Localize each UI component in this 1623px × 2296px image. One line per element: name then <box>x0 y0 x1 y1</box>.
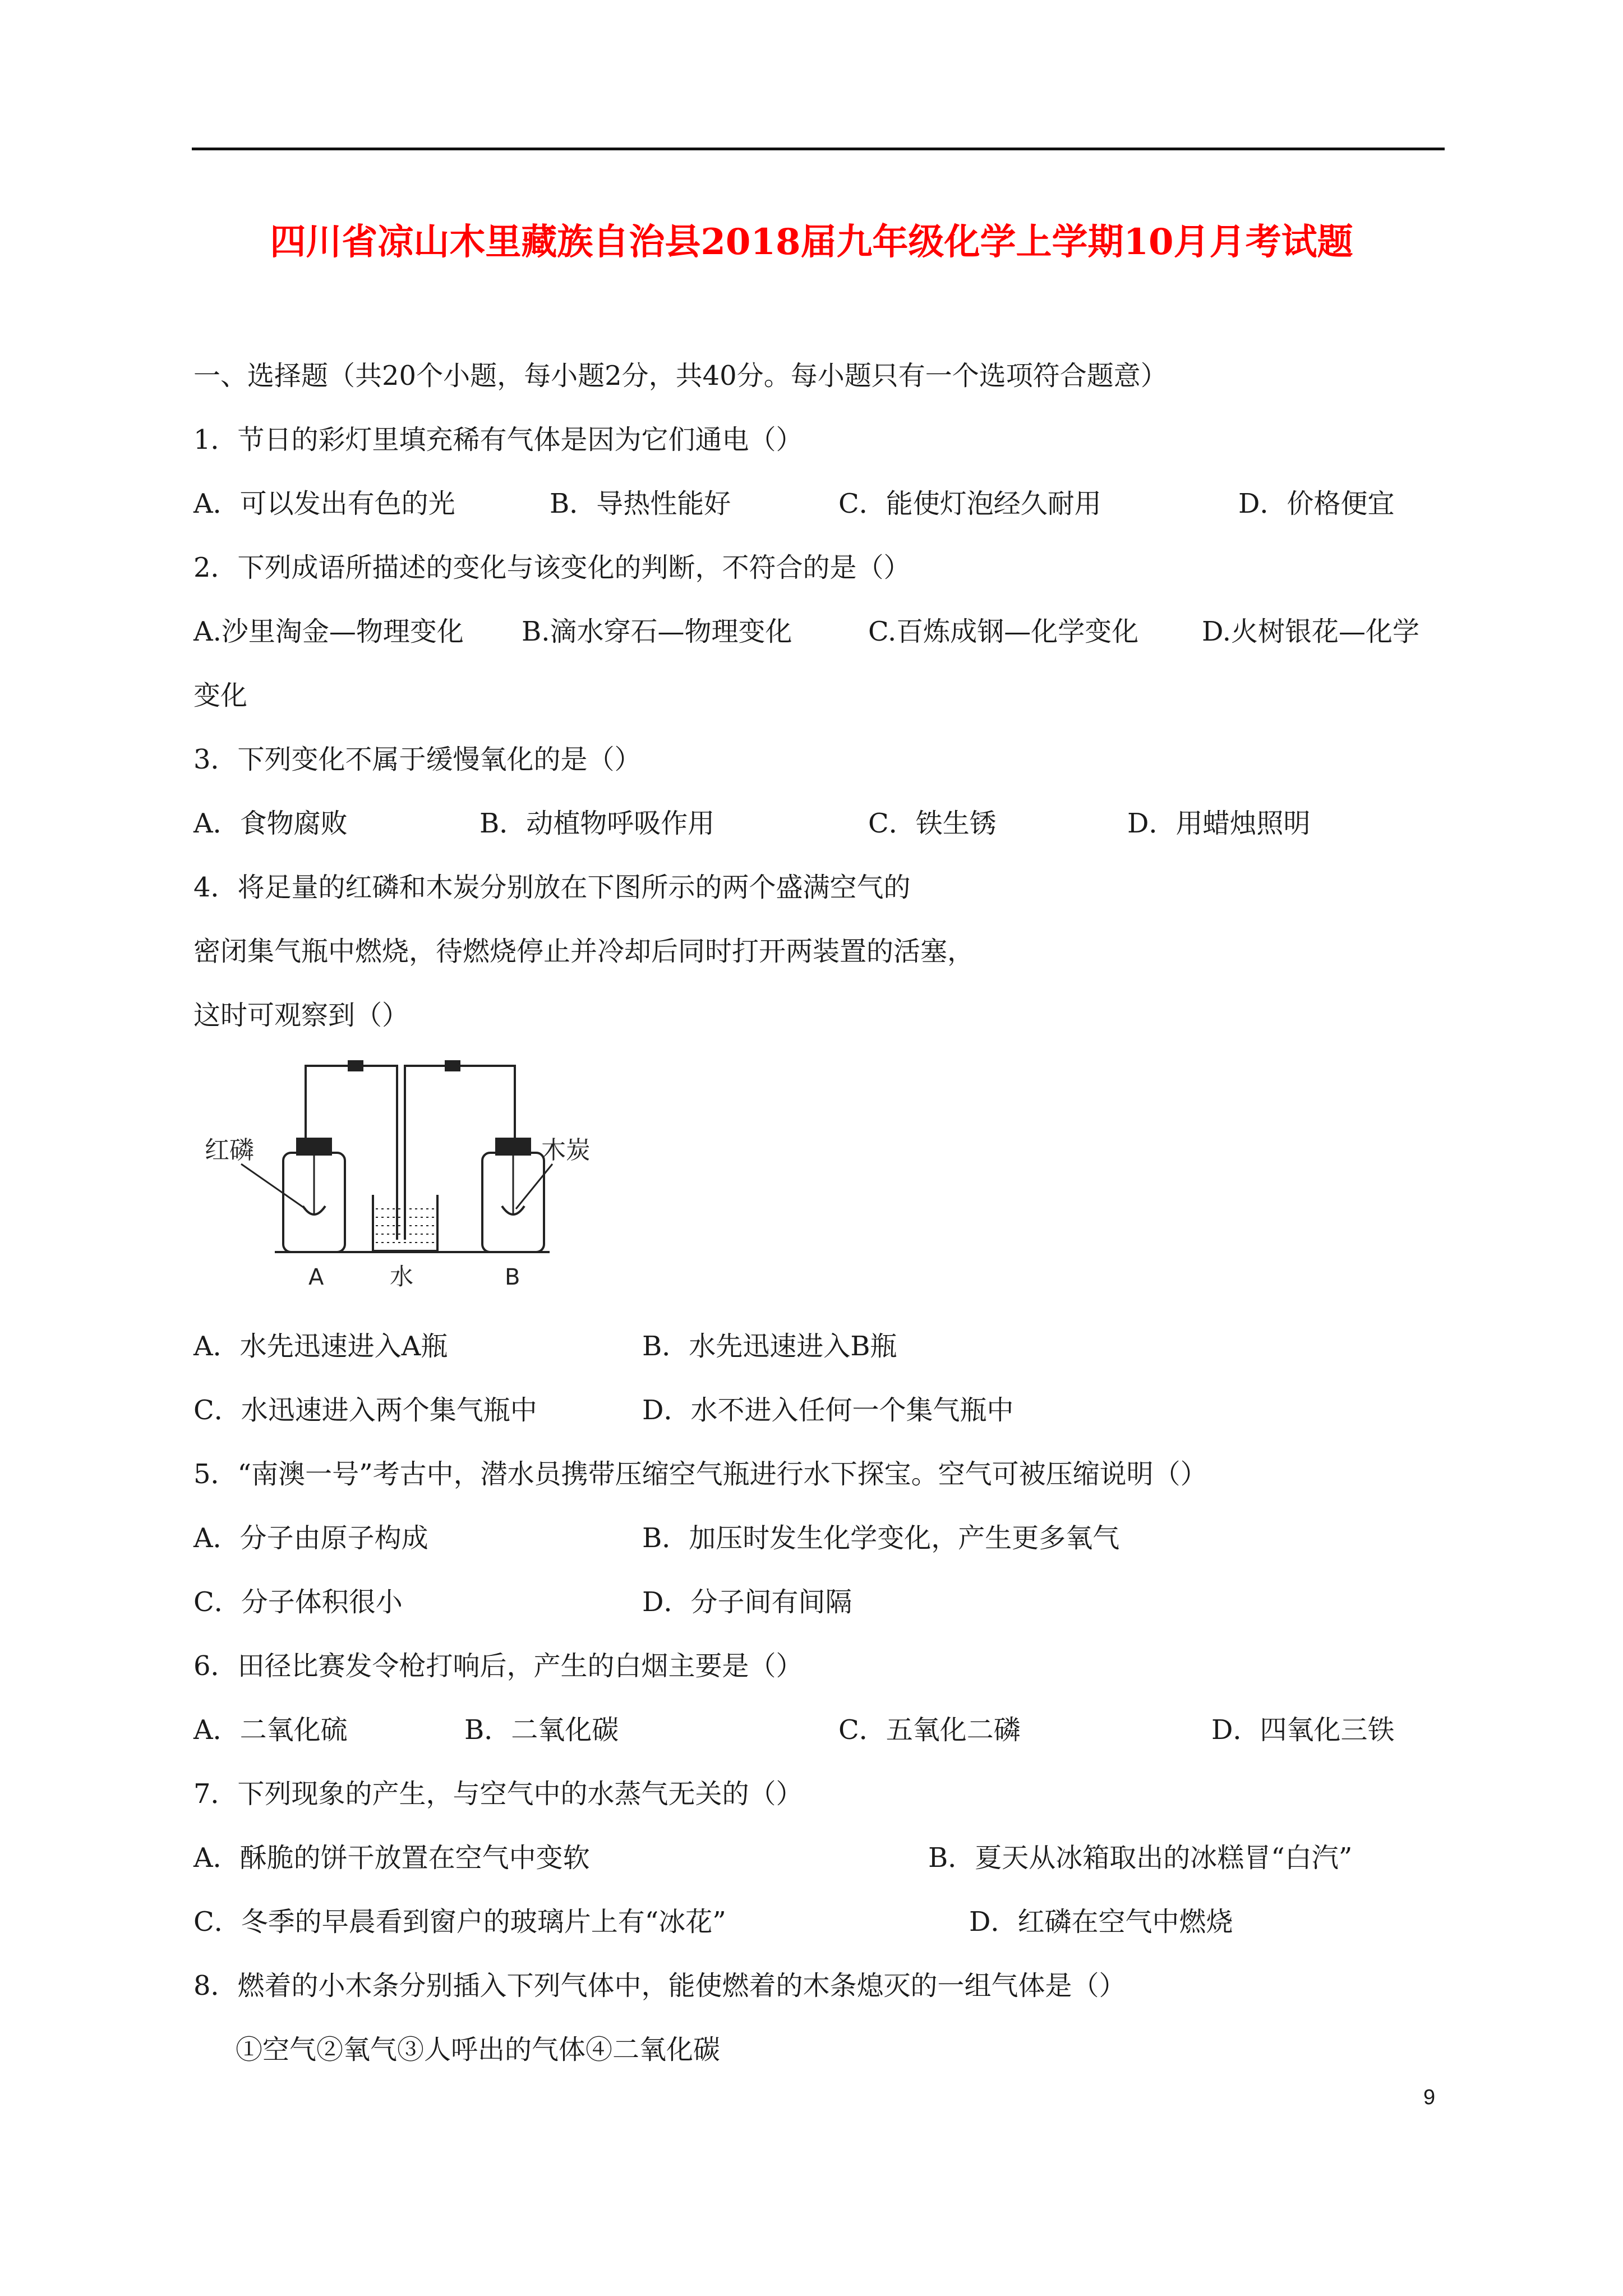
label-b: B <box>505 1264 520 1290</box>
question-5-option-b: B．加压时发生化学变化，产生更多氧气 <box>642 1522 1120 1554</box>
bottle-a-stopper <box>297 1139 331 1154</box>
question-7-option-b: B．夏天从冰箱取出的冰糕冒“白汽” <box>928 1842 1353 1874</box>
page-title: 四川省凉山木里藏族自治县2018届九年级化学上学期10月月考试题 <box>270 221 1353 263</box>
question-7-option-a: A．酥脆的饼干放置在空气中变软 <box>193 1842 590 1874</box>
label-a: A <box>308 1264 324 1290</box>
question-4-option-c: C．水迅速进入两个集气瓶中 <box>193 1395 537 1426</box>
question-4-stem-line-3: 这时可观察到（） <box>193 1000 409 1031</box>
question-1-option-a: A．可以发出有色的光 <box>193 488 455 519</box>
question-1-option-c: C．能使灯泡经久耐用 <box>838 488 1101 519</box>
clamp-a <box>349 1061 362 1070</box>
question-4-stem-line-2: 密闭集气瓶中燃烧，待燃烧停止并冷却后同时打开两装置的活塞， <box>193 936 975 967</box>
question-2-option-d: D.火树银花—化学 <box>1202 616 1420 647</box>
question-1-option-d: D．价格便宜 <box>1238 488 1395 519</box>
question-8-stem: 8．燃着的小木条分别插入下列气体中，能使燃着的木条熄灭的一组气体是（） <box>193 1970 1126 2001</box>
question-2-option-a: A.沙里淘金—物理变化 <box>193 616 464 647</box>
question-5-option-d: D．分子间有间隔 <box>642 1586 852 1618</box>
label-charcoal: 木炭 <box>541 1136 589 1165</box>
question-3-option-b: B．动植物呼吸作用 <box>479 808 715 839</box>
apparatus-diagram <box>202 1055 589 1290</box>
label-water: 水 <box>390 1263 414 1290</box>
pointer-charcoal <box>516 1164 552 1209</box>
question-6-option-a: A．二氧化硫 <box>193 1714 348 1746</box>
question-2-stem: 2．下列成语所描述的变化与该变化的判断，不符合的是（） <box>193 552 911 583</box>
question-1-option-b: B．导热性能好 <box>550 488 731 519</box>
question-7-option-d: D．红磷在空气中燃烧 <box>969 1906 1233 1938</box>
header-rule <box>192 148 1445 150</box>
bottle-b-stopper <box>496 1139 530 1154</box>
question-4-option-d: D．水不进入任何一个集气瓶中 <box>642 1395 1014 1426</box>
question-4-option-b: B．水先迅速进入B瓶 <box>642 1331 897 1362</box>
question-5-stem: 5．“南澳一号”考古中，潜水员携带压缩空气瓶进行水下探宝。空气可被压缩说明（） <box>193 1458 1207 1490</box>
question-6-option-c: C．五氧化二磷 <box>838 1714 1021 1746</box>
question-3-option-a: A．食物腐败 <box>193 808 348 839</box>
question-2-option-c: C.百炼成钢—化学变化 <box>868 616 1139 647</box>
question-3-stem: 3．下列变化不属于缓慢氧化的是（） <box>193 744 642 775</box>
question-5-option-a: A．分子由原子构成 <box>193 1522 428 1554</box>
question-4-stem-line-1: 4．将足量的红磷和木炭分别放在下图所示的两个盛满空气的 <box>193 872 911 903</box>
question-6-option-b: B．二氧化碳 <box>464 1714 619 1746</box>
question-8-items: ①空气②氧气③人呼出的气体④二氧化碳 <box>236 2034 721 2065</box>
question-6-stem: 6．田径比赛发令枪打响后，产生的白烟主要是（） <box>193 1650 803 1682</box>
question-5-option-c: C．分子体积很小 <box>193 1586 403 1618</box>
question-1-stem: 1．节日的彩灯里填充稀有气体是因为它们通电（） <box>193 424 803 455</box>
clamp-b <box>446 1061 459 1070</box>
question-7-stem: 7．下列现象的产生，与空气中的水蒸气无关的（） <box>193 1778 803 1810</box>
question-3-option-c: C．铁生锈 <box>868 808 997 839</box>
section-heading: 一、选择题（共20个小题，每小题2分，共40分。每小题只有一个选项符合题意） <box>193 360 1168 392</box>
label-red-phosphorus: 红磷 <box>205 1136 254 1165</box>
question-3-option-d: D．用蜡烛照明 <box>1127 808 1311 839</box>
question-2-option-d-continued: 变化 <box>193 680 248 711</box>
pointer-red-phosphorus <box>241 1164 306 1209</box>
question-7-option-c: C．冬季的早晨看到窗户的玻璃片上有“冰花” <box>193 1906 726 1938</box>
question-2-option-b: B.滴水穿石—物理变化 <box>522 616 792 647</box>
question-4-option-a: A．水先迅速进入A瓶 <box>193 1331 448 1362</box>
page-number: 9 <box>1423 2086 1436 2109</box>
question-6-option-d: D．四氧化三铁 <box>1211 1714 1395 1746</box>
